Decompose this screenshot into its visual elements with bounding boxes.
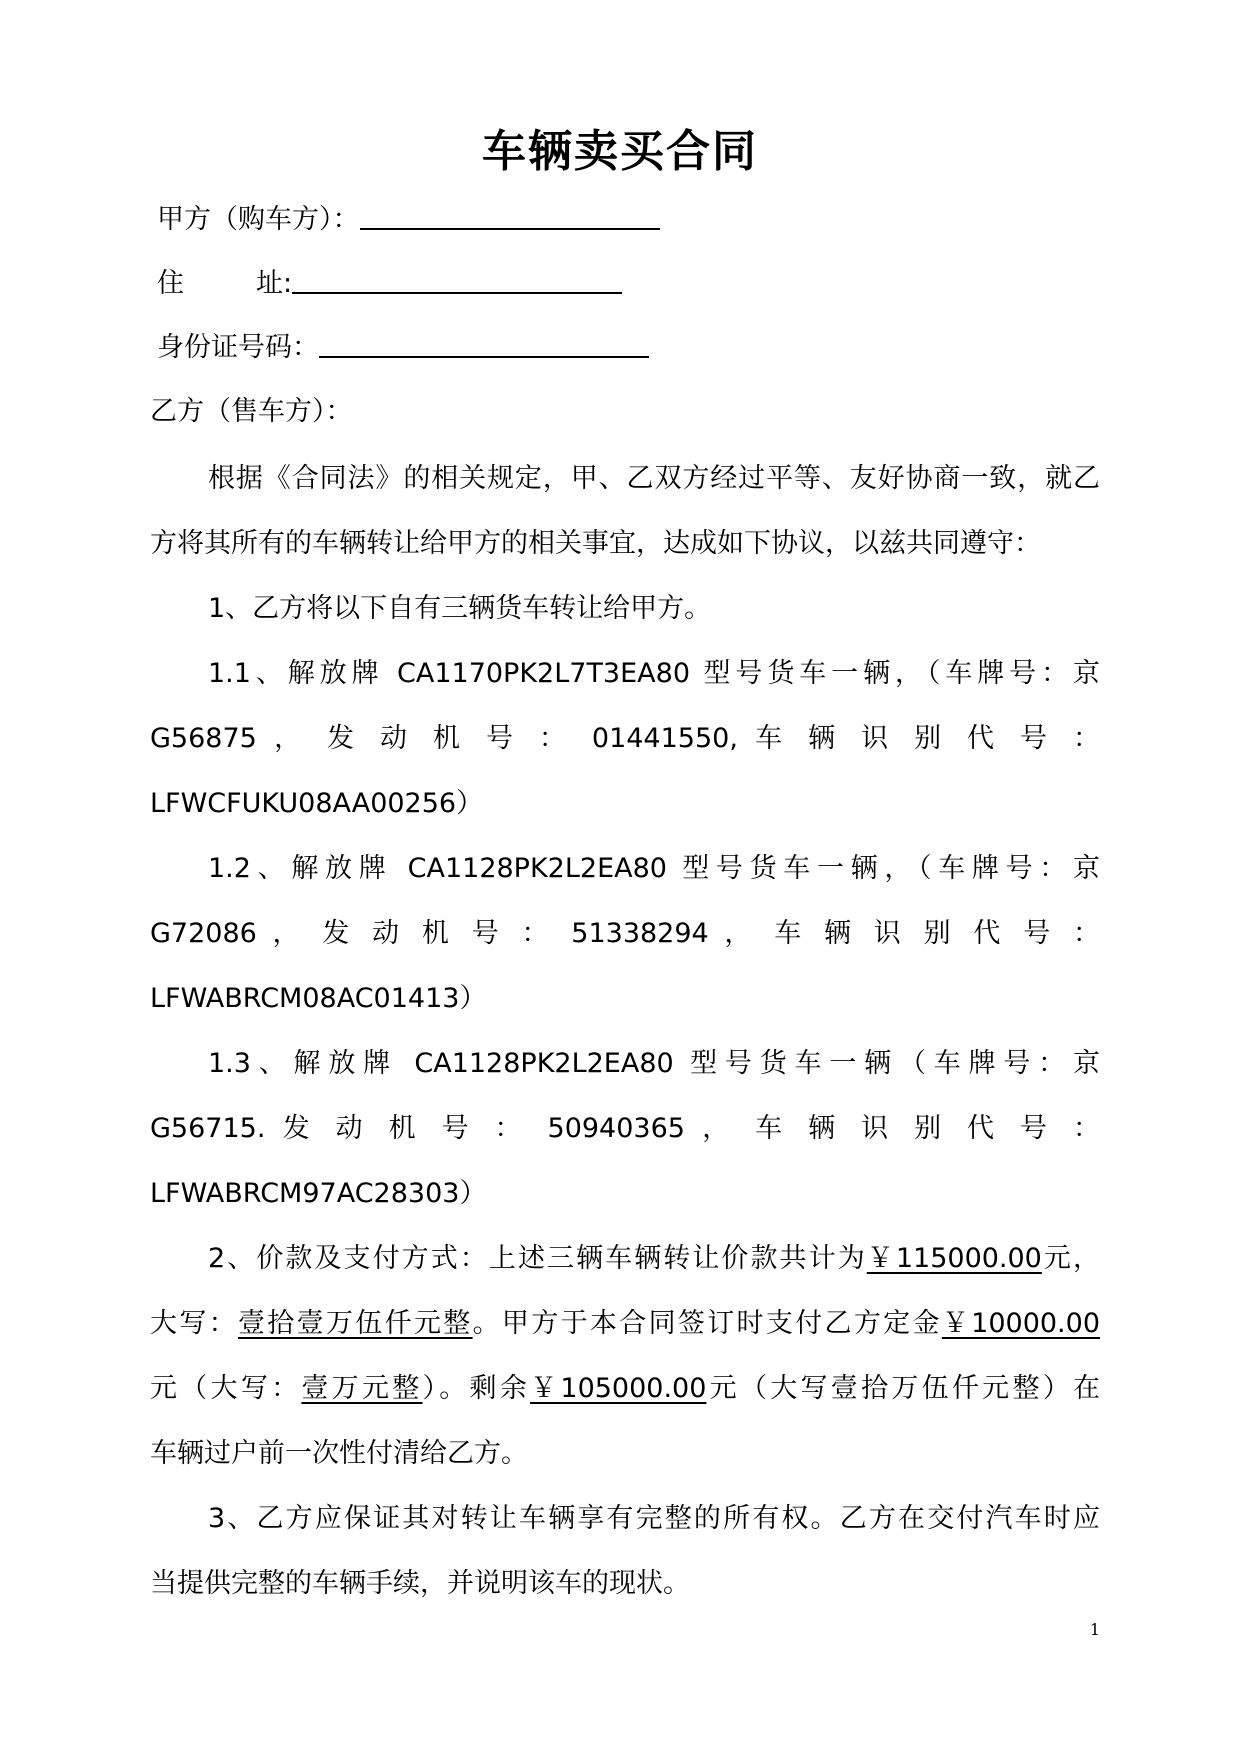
clause-2-line-3 xyxy=(150,1356,1100,1421)
vehicle-3-line-1: 1.3、解放牌 CA1128PK2L2EA80 型号货车一辆（车牌号：京 xyxy=(208,1048,1100,1079)
remaining-amount: ￥105000.00 xyxy=(530,1373,707,1404)
clause-2-text-4: 。甲方于本合同签订时支付乙方定金 xyxy=(472,1308,942,1339)
vehicle-3-line-3: LFWABRCM97AC28303） xyxy=(150,1178,487,1209)
id-number-blank xyxy=(319,328,649,358)
vehicle-2-line-1: 1.2、解放牌 CA1128PK2L2EA80 型号货车一辆，（车牌号：京 xyxy=(208,853,1100,884)
id-number-line xyxy=(157,328,649,368)
clause-2-text-7: 元（大写壹拾万伍仟元整）在 xyxy=(706,1373,1101,1404)
contract-title: 车辆卖买合同 xyxy=(482,126,758,177)
vehicle-1-line-1: 1.1、解放牌 CA1170PK2L7T3EA80 型号货车一辆，（车牌号：京 xyxy=(208,658,1100,689)
vehicle-2-line-2: G72086 ， 发 动 机 号 ： 51338294 ， 车 辆 识 别 代 号 ： xyxy=(150,918,1100,949)
vehicle-3-line-2: G56715. 发 动 机 号 ： 50940365 ， 车 辆 识 别 代 号 ： xyxy=(150,1113,1100,1144)
clause-2-line-1 xyxy=(150,1226,1100,1291)
id-number-label: 身份证号码： xyxy=(157,332,319,363)
party-a-label: 甲方（购车方）： xyxy=(157,204,360,235)
clause-2-line-2 xyxy=(150,1291,1100,1356)
clause-1: 1、乙方将以下自有三辆货车转让给甲方。 xyxy=(208,593,712,624)
total-amount-words: 壹拾壹万伍仟元整 xyxy=(237,1308,473,1339)
total-amount: ￥115000.00 xyxy=(866,1243,1042,1274)
vehicle-2-line-3: LFWABRCM08AC01413） xyxy=(150,983,487,1014)
deposit-amount-words: 壹万元整 xyxy=(301,1373,423,1404)
contract-body xyxy=(150,446,1100,1616)
address-label-1: 住 xyxy=(157,268,184,299)
address-label-2: 址: xyxy=(256,268,293,299)
clause-3-line-1: 3、乙方应保证其对转让车辆享有完整的所有权。乙方在交付汽车时应 xyxy=(208,1503,1100,1534)
vehicle-1-line-2: G56875 ， 发 动 机 号 ： 01441550, 车 辆 识 别 代 号 ： xyxy=(150,723,1100,754)
vehicle-1-line-3: LFWCFUKU08AA00256） xyxy=(150,788,484,819)
deposit-amount: ￥10000.00 xyxy=(941,1308,1101,1339)
intro-line-1: 根据《合同法》的相关规定，甲、乙双方经过平等、友好协商一致，就乙 xyxy=(208,463,1100,494)
clause-2-text-5: 元（大写： xyxy=(150,1373,302,1404)
clause-2-text-3: 大写： xyxy=(150,1308,238,1339)
clause-3-line-2: 当提供完整的车辆手续，并说明该车的现状。 xyxy=(150,1568,690,1599)
party-b-line xyxy=(150,392,353,432)
clause-2-text-1: 2、价款及支付方式：上述三辆车辆转让价款共计为 xyxy=(208,1243,867,1274)
clause-2-text-2: 元， xyxy=(1041,1243,1100,1274)
address-line xyxy=(157,264,622,304)
party-a-line xyxy=(157,200,660,240)
intro-line-2: 方将其所有的车辆转让给甲方的相关事宜，达成如下协议，以兹共同遵守： xyxy=(150,528,1041,559)
address-blank xyxy=(292,264,622,294)
party-a-blank xyxy=(360,200,660,230)
clause-2-text-6: ）。剩余 xyxy=(422,1373,531,1404)
clause-2-line-4: 车辆过户前一次性付清给乙方。 xyxy=(150,1438,528,1469)
party-b-label: 乙方（售车方）： xyxy=(150,396,353,427)
page-number: 1 xyxy=(1089,1620,1100,1639)
